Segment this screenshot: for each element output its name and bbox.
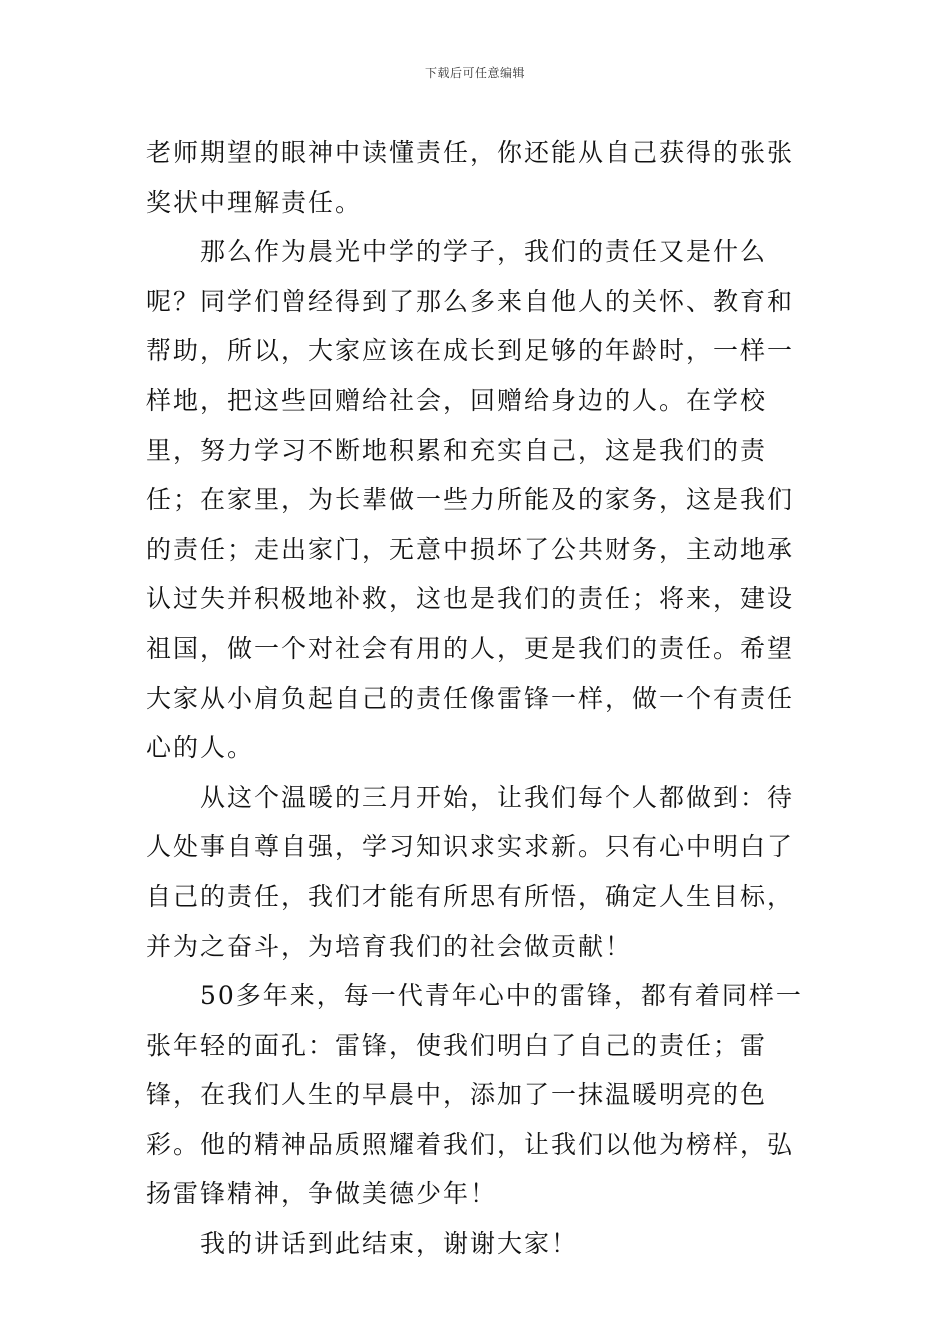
paragraph: 50多年来，每一代青年心中的雷锋，都有着同样一张年轻的面孔：雷锋，使我们明白了自己的责任；雷锋，在我们人生的早晨中，添加了一抹温暖明亮的色彩。他的精神品质照耀着我们，让我们以他为榜样，弘扬雷锋精神，争做美德少年！ [146, 981, 803, 1209]
page-header: 下载后可任意编辑 [424, 66, 525, 80]
paragraph: 从这个温暖的三月开始，让我们每个人都做到：待人处事自尊自强，学习知识求实求新。只有心中明白了自己的责任，我们才能有所思有所悟，确定人生目标，并为之奋斗，为培育我们的社会做贡献！ [146, 782, 795, 961]
paragraph: 我的讲话到此结束，谢谢大家！ [200, 1229, 579, 1259]
paragraph: 老师期望的眼神中读懂责任，你还能从自己获得的张张奖状中理解责任。 [146, 138, 795, 217]
document-body [146, 128, 806, 1269]
paragraph: 那么作为晨光中学的学子，我们的责任又是什么呢？同学们曾经得到了那么多来自他人的关怀、教育和帮助，所以，大家应该在成长到足够的年龄时，一样一样地，把这些回赠给社会，回赠给身边的人。在学校里，努力学习不断地积累和充实自己，这是我们的责任；在家里，为长辈做一些力所能及的家务，这是我们的责任；走出家门，无意中损坏了公共财务，主动地承认过失并积极地补救，这也是我们的责任；将来，建设祖国，做一个对社会有用的人，更是我们的责任。希望大家从小肩负起自己的责任像雷锋一样，做一个有责任心的人。 [146, 237, 795, 763]
